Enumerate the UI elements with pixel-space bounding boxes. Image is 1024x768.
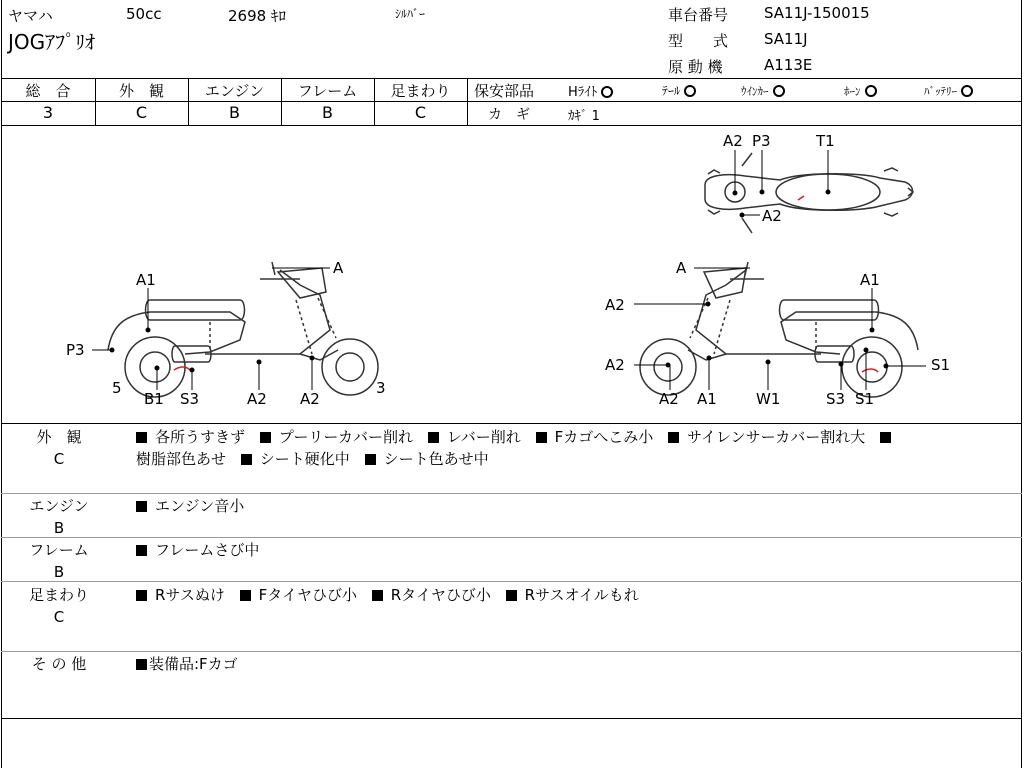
label-left-b1: B1 bbox=[144, 390, 164, 408]
note-item-text: プーリーカバー削れ bbox=[278, 428, 414, 446]
note-engine-label: エンジン bbox=[29, 497, 89, 515]
model-name: JOGｱﾌﾟﾘｵ bbox=[8, 30, 96, 54]
label-top-a2-lower: A2 bbox=[762, 207, 782, 225]
label-left-p3: P3 bbox=[66, 341, 85, 359]
note-item bbox=[241, 450, 350, 468]
grade-mid-line bbox=[1, 101, 1022, 102]
note-item bbox=[136, 428, 245, 446]
safety-tail-label: ﾃｰﾙ bbox=[662, 84, 681, 98]
bullet-square-icon bbox=[880, 432, 891, 443]
note-exterior-text bbox=[136, 426, 1016, 470]
label-right-s3: S1 bbox=[855, 390, 875, 408]
note-divider bbox=[1, 581, 1022, 582]
engine-value: A113E bbox=[764, 56, 813, 74]
label-right-a1-2: W1 bbox=[756, 390, 781, 408]
bullet-square-icon bbox=[668, 432, 679, 443]
note-other-heading bbox=[4, 653, 114, 675]
label-right-a2-2: A2 bbox=[605, 356, 625, 374]
label-right-a1: A1 bbox=[860, 271, 880, 289]
bullet-square-icon bbox=[136, 501, 147, 512]
safety-battery bbox=[924, 83, 973, 99]
grade-overall-label: 総 合 bbox=[25, 82, 71, 100]
note-item-text: 装備品:Fカゴ bbox=[149, 655, 238, 673]
grade-top-line bbox=[1, 78, 1022, 79]
note-item-text: サイレンサーカバー割れ大 bbox=[687, 428, 866, 446]
note-item bbox=[506, 586, 639, 604]
label-left-a2-2: A2 bbox=[300, 390, 320, 408]
ok-circle-icon bbox=[773, 85, 785, 97]
note-engine-text bbox=[136, 495, 1016, 517]
note-item-text: 樹脂部色あせ bbox=[136, 450, 227, 468]
note-suspension-text bbox=[136, 584, 1016, 606]
label-left-3: 3 bbox=[376, 379, 386, 397]
note-item bbox=[136, 655, 238, 673]
note-suspension-label: 足まわり bbox=[28, 586, 89, 604]
label-right-a2-3: A1 bbox=[697, 390, 717, 408]
note-item-text: Fカゴへこみ小 bbox=[554, 428, 654, 446]
ok-circle-icon bbox=[684, 85, 696, 97]
note-item bbox=[536, 428, 654, 446]
chassis-value: SA11J-150015 bbox=[764, 4, 870, 22]
note-other-text bbox=[136, 653, 1016, 675]
note-item bbox=[240, 586, 357, 604]
note-item-text: フレームさび中 bbox=[155, 541, 260, 559]
scooter-diagram bbox=[0, 126, 1022, 422]
safety-winker-label: ｳｲﾝｶｰ bbox=[741, 85, 769, 98]
note-frame-grade: B bbox=[53, 563, 65, 581]
note-frame-label: フレーム bbox=[29, 541, 89, 559]
grade-frame-label: フレーム bbox=[297, 82, 358, 100]
note-other-label: そ の 他 bbox=[31, 655, 87, 673]
label-right-s1: S1 bbox=[931, 356, 951, 374]
note-item bbox=[372, 586, 491, 604]
grade-overall-value: 3 bbox=[42, 103, 54, 122]
chassis-label: 車台番号 bbox=[668, 6, 729, 24]
note-item-text: Rタイヤひび小 bbox=[390, 586, 491, 604]
note-exterior-grade: C bbox=[53, 450, 65, 468]
note-item-text: エンジン音小 bbox=[155, 497, 245, 515]
safety-horn-label: ﾎｰﾝ bbox=[844, 85, 861, 98]
note-engine-heading bbox=[4, 495, 114, 539]
safety-label: 保安部品 bbox=[474, 82, 535, 100]
note-divider bbox=[1, 493, 1022, 494]
bullet-square-icon bbox=[240, 590, 251, 601]
label-top-a2: A2 bbox=[723, 132, 743, 150]
note-suspension-heading bbox=[4, 584, 114, 628]
label-right-a: A bbox=[676, 259, 687, 277]
bullet-square-icon bbox=[428, 432, 439, 443]
safety-horn bbox=[844, 83, 877, 99]
note-item bbox=[136, 541, 259, 559]
note-item-text: シート色あせ中 bbox=[383, 450, 489, 468]
bullet-square-icon bbox=[136, 659, 147, 670]
note-frame-text bbox=[136, 539, 1016, 561]
bullet-square-icon bbox=[136, 545, 147, 556]
key-label: カ ギ bbox=[488, 107, 530, 123]
note-suspension-grade: C bbox=[53, 608, 65, 626]
note-item-text: Rサスオイルもれ bbox=[524, 586, 639, 604]
safety-headlight-label: Hﾗｲﾄ bbox=[568, 85, 598, 100]
grade-exterior-value: C bbox=[135, 103, 148, 122]
note-item-text: Rサスぬけ bbox=[155, 586, 225, 604]
label-right-a2: A2 bbox=[605, 296, 625, 314]
label-left-a2: A2 bbox=[247, 390, 267, 408]
maker: ヤマハ bbox=[8, 7, 53, 25]
bullet-square-icon bbox=[506, 590, 517, 601]
mileage: 2698 ｷﾛ bbox=[228, 7, 286, 25]
ok-circle-icon bbox=[601, 86, 613, 98]
note-item bbox=[428, 428, 521, 446]
bullet-square-icon bbox=[136, 590, 147, 601]
note-exterior-heading bbox=[4, 426, 114, 470]
note-item-text: 各所うすきず bbox=[155, 428, 246, 446]
note-item bbox=[668, 428, 865, 446]
note-item bbox=[136, 450, 226, 468]
note-item-text: レバー削れ bbox=[446, 428, 521, 446]
bullet-square-icon bbox=[372, 590, 383, 601]
safety-tail bbox=[662, 82, 696, 99]
grade-suspension-label: 足まわり bbox=[390, 82, 451, 100]
note-item bbox=[136, 497, 244, 515]
note-engine-grade: B bbox=[53, 519, 65, 537]
grade-suspension-value: C bbox=[414, 103, 427, 122]
bullet-square-icon bbox=[365, 454, 376, 465]
label-right-w1: S3 bbox=[826, 390, 846, 408]
diagram-bottom-line bbox=[1, 423, 1022, 424]
label-left-a: A bbox=[333, 259, 344, 277]
safety-headlight bbox=[568, 81, 613, 100]
note-frame-heading bbox=[4, 539, 114, 583]
label-right-s1-2: A2 bbox=[659, 390, 679, 408]
color: ｼﾙﾊﾞｰ bbox=[395, 7, 426, 21]
note-item-text: Fタイヤひび小 bbox=[258, 586, 357, 604]
ok-circle-icon bbox=[865, 85, 877, 97]
grade-engine-value: B bbox=[229, 103, 240, 122]
label-top-p3: P3 bbox=[752, 132, 771, 150]
note-item bbox=[880, 428, 899, 446]
note-item bbox=[136, 586, 225, 604]
grade-engine-label: エンジン bbox=[204, 82, 265, 100]
grade-exterior-label: 外 観 bbox=[118, 82, 164, 100]
bullet-square-icon bbox=[136, 432, 147, 443]
label-top-t1: T1 bbox=[816, 132, 835, 150]
bullet-square-icon bbox=[260, 432, 271, 443]
grade-frame-value: B bbox=[322, 103, 333, 122]
note-item bbox=[365, 450, 489, 468]
safety-winker bbox=[741, 83, 785, 99]
engine-label: 原 動 機 bbox=[668, 58, 723, 76]
displacement: 50cc bbox=[126, 5, 162, 23]
label-left-a1: A1 bbox=[136, 271, 156, 289]
note-item bbox=[260, 428, 413, 446]
bullet-square-icon bbox=[241, 454, 252, 465]
grade-divider bbox=[467, 78, 468, 125]
note-divider bbox=[1, 537, 1022, 538]
bottom-line bbox=[1, 718, 1022, 719]
safety-battery-label: ﾊﾞｯﾃﾘｰ bbox=[924, 85, 957, 98]
label-left-s3: S3 bbox=[180, 390, 200, 408]
note-divider bbox=[1, 651, 1022, 652]
ok-circle-icon bbox=[961, 85, 973, 97]
label-left-5: 5 bbox=[112, 379, 122, 397]
key-value: ｶｷﾞ 1 bbox=[568, 109, 600, 124]
note-exterior-label: 外 観 bbox=[36, 428, 82, 446]
bullet-square-icon bbox=[536, 432, 547, 443]
type-value: SA11J bbox=[764, 30, 808, 48]
type-label: 型 式 bbox=[668, 32, 729, 50]
note-item-text: シート硬化中 bbox=[259, 450, 350, 468]
